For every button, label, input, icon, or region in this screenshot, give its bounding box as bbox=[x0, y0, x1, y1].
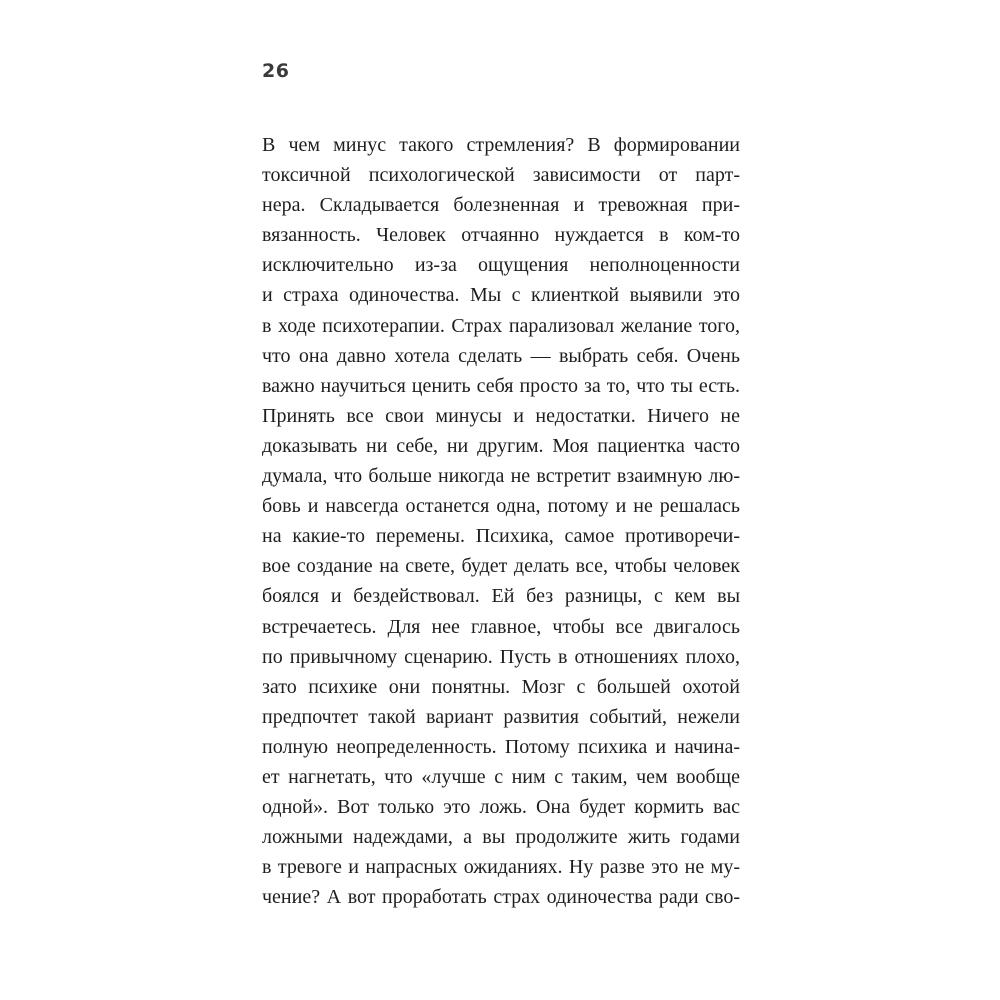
text-line: предпочтет такой вариант развития событий, нежели bbox=[262, 705, 740, 728]
text-line: боялся и бездействовал. Ей без разницы, с кем вы bbox=[262, 585, 740, 608]
text-line: по привычному сценарию. Пусть в отношениях плохо, bbox=[262, 645, 740, 668]
text-line: зато психике они понятны. Мозг с большей охотой bbox=[262, 675, 740, 698]
text-line: в тревоге и напрасных ожиданиях. Ну разве это не му- bbox=[262, 856, 740, 879]
text-line: В чем минус такого стремления? В формировании bbox=[262, 134, 740, 156]
page-number: 26 bbox=[262, 60, 290, 82]
text-line: бовь и навсегда останется одна, потому и не решалась bbox=[262, 495, 740, 518]
text-line: что она давно хотела сделать — выбрать себя. Очень bbox=[262, 344, 740, 367]
text-line: полную неопределенность. Потому психика и начина- bbox=[262, 735, 740, 758]
text-line: ет нагнетать, что «лучше с ним с таким, чем вообще bbox=[262, 765, 740, 788]
text-line: токсичной психологической зависимости от парт- bbox=[262, 164, 740, 187]
text-line: в ходе психотерапии. Страх парализовал желание того, bbox=[262, 314, 740, 337]
text-line: и страха одиночества. Мы с клиенткой выявили это bbox=[262, 284, 740, 307]
body-paragraph bbox=[262, 130, 740, 912]
text-line: думала, что больше никогда не встретит взаимную лю- bbox=[262, 465, 740, 488]
text-line: исключительно из-за ощущения неполноценности bbox=[262, 254, 740, 277]
text-line: нера. Складывается болезненная и тревожная при- bbox=[262, 194, 740, 217]
text-line: вязанность. Человек отчаянно нуждается в ком-то bbox=[262, 224, 740, 247]
text-line: одной». Вот только это ложь. Она будет кормить вас bbox=[262, 796, 740, 819]
text-line: на какие-то перемены. Психика, самое противоречи- bbox=[262, 525, 740, 548]
text-line: важно научиться ценить себя просто за то, что ты есть. bbox=[262, 374, 740, 397]
text-line: встречаетесь. Для нее главное, чтобы все двигалось bbox=[262, 615, 740, 638]
text-line: чение? А вот проработать страх одиночества ради сво- bbox=[262, 886, 740, 909]
text-line: Принять все свои минусы и недостатки. Ничего не bbox=[262, 404, 740, 427]
text-line: доказывать ни себе, ни другим. Моя пациентка часто bbox=[262, 434, 740, 457]
text-line: ложными надеждами, а вы продолжите жить годами bbox=[262, 826, 740, 849]
text-line: вое создание на свете, будет делать все, чтобы человек bbox=[262, 555, 740, 578]
